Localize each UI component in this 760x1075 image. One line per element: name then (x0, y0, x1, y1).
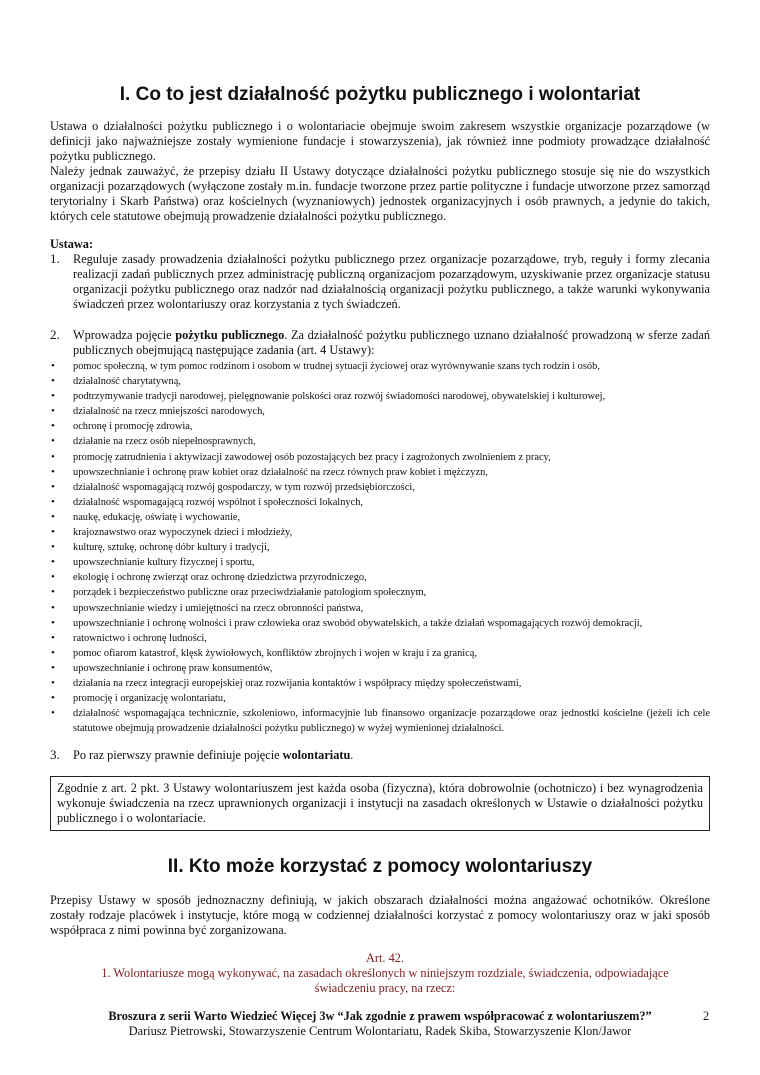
list-item: • ochronę i promocję zdrowia, (50, 419, 710, 434)
footer-authors: Dariusz Pietrowski, Stowarzyszenie Centrum Wolontariatu, Radek Skiba, Stowarzyszenie Klon/Jawor (128, 1024, 632, 1038)
list-item: • upowszechnianie wiedzy i umiejętności na rzecz obronności państwa, (50, 601, 710, 616)
list-item: • ekologię i ochronę zwierząt oraz ochronę dziedzictwa przyrodniczego, (50, 570, 710, 585)
list-item: • działanie na rzecz osób niepełnosprawnych, (50, 434, 710, 449)
section-1-title: I. Co to jest działalność pożytku publicznego i wolontariat (119, 84, 641, 105)
item-1-number: 1. (50, 251, 60, 266)
public-benefit-tasks-list (50, 359, 710, 736)
item-2-post: . Za działalność pożytku publicznego uznano działalność prowadzoną w sferze zadań publicznych obejmującą następujące zadania (art. 4 Ustawy): (73, 328, 710, 357)
list-item: • porządek i bezpieczeństwo publiczne oraz przeciwdziałanie patologiom społecznym, (50, 585, 710, 600)
list-item: • kulturę, sztukę, ochronę dóbr kultury i tradycji, (50, 540, 710, 555)
item-2-number: 2. (50, 327, 60, 342)
page-number: 2 (703, 1009, 710, 1023)
list-item: • działalność na rzecz mniejszości narodowych, (50, 404, 710, 419)
list-item: • ratownictwo i ochronę ludności, (50, 631, 710, 646)
section-2-title: II. Kto może korzystać z pomocy wolontariuszy (167, 856, 593, 877)
list-item: • naukę, edukację, oświatę i wychowanie, (50, 510, 710, 525)
list-item: • upowszechnianie i ochronę wolności i praw człowieka oraz swobód obywatelskich, a także działań wspomagających rozwój demokracji, (50, 616, 710, 631)
section-2-text: Przepisy Ustawy w sposób jednoznaczny definiują, w jakich obszarach działalności można angażować ochotników. Określone zostały rodzaje placówek i instytucje, które mogą w codziennej działalności korzystać z pomocy wolontariuszy oraz w jaki sposób współpraca z nimi powinna być zorganizowana. (50, 893, 710, 937)
list-item: • pomoc ofiarom katastrof, klęsk żywiołowych, konfliktów zbrojnych i wojen w kraju i za granicą, (50, 646, 710, 661)
item-2-term: pożytku publicznego (175, 328, 285, 342)
list-item: • upowszechnianie kultury fizycznej i sportu, (50, 555, 710, 570)
list-item: • upowszechnianie i ochronę praw konsumentów, (50, 661, 710, 676)
list-item: • działania na rzecz integracji europejskiej oraz rozwijania kontaktów i współpracy między społeczeństwami, (50, 676, 710, 691)
item-1-text: Reguluje zasady prowadzenia działalności pożytku publicznego przez organizacje pozarządowe, tryb, reguły i formy zlecania realizacji zadań publicznych przez administrację publiczną organizacjom pozarządowym, uzyskiwanie przez organizacje statusu organizacji pożytku publicznego oraz nadzór nad działalnością organizacji pożytku publicznego, a także warunki wykonywania świadczeń przez wolontariuszy oraz korzystania z tych świadczeń. (73, 252, 710, 311)
item-3-term: wolontariatu (282, 748, 351, 762)
item-2-pre: Wprowadza pojęcie (73, 328, 176, 342)
ustawa-label: Ustawa: (50, 237, 94, 251)
item-3-post: . (350, 748, 354, 762)
item-2-text (73, 328, 710, 358)
list-item: • pomoc społeczną, w tym pomoc rodzinom i osobom w trudnej sytuacji życiowej oraz wyrównywanie szans tych rodzin i osób, (50, 359, 710, 374)
volunteer-definition-box: Zgodnie z art. 2 pkt. 3 Ustawy wolontariuszem jest każda osoba (fizyczna), która dobrowolnie (ochotniczo) i bez wynagrodzenia wykonuje świadczenia na rzecz uprawnionych organizacji i instytucji na zasadach określonych w Ustawie o działalności pożytku publicznego i o wolontariacie. (50, 776, 710, 831)
intro-paragraph-1: Ustawa o działalności pożytku publicznego i o wolontariacie obejmuje swoim zakresem wszystkie organizacje pozarządowe (w definicji jako najważniejsze zostały wymienione fundacje i stowarzyszenia), jak również inne podmioty prowadzące działalność pożytku publicznego. (50, 119, 710, 163)
article-paragraph: 1. Wolontariusze mogą wykonywać, na zasadach określonych w niniejszym rozdziale, świadczenia, odpowiadające świadczeniu pracy, na rzecz: (101, 966, 669, 995)
footer-title: Broszura z serii Warto Wiedzieć Więcej 3w “Jak zgodnie z prawem współpracować z wolontariuszem?” (108, 1009, 652, 1023)
list-item: • działalność wspomagająca technicznie, szkoleniowo, informacyjnie lub finansowo organizacje pozarządowe oraz jednostki kościelne (jeżeli ich cele statutowe obejmują prowadzenie działalności pożytku publicznego) w wyżej wymienionej działalności. (50, 706, 710, 736)
item-3-pre: Po raz pierwszy prawnie definiuje pojęcie (73, 748, 283, 762)
intro-text (50, 119, 710, 224)
list-item: • działalność wspomagającą rozwój gospodarczy, w tym rozwój przedsiębiorczości, (50, 480, 710, 495)
list-item: • upowszechnianie i ochronę praw kobiet oraz działalność na rzecz równych praw kobiet i mężczyzn, (50, 465, 710, 480)
intro-paragraph-2: Należy jednak zauważyć, że przepisy działu II Ustawy dotyczące działalności pożytku publicznego stosuje się nie do wszystkich organizacji pozarządowych (wyłączone zostały m.in. fundacje tworzone przez partie polityczne i fundacje utworzone przez samorząd terytorialny i Skarb Państwa) oraz kościelnych (wyznaniowych) jednostek organizacyjnych i osób prawnych, a jedynie do takich, których cele statutowe obejmują prowadzenie działalności pożytku publicznego. (50, 164, 710, 223)
list-item: • promocję i organizację wolontariatu, (50, 691, 710, 706)
item-3-number: 3. (50, 747, 60, 762)
list-item: • promocję zatrudnienia i aktywizacji zawodowej osób pozostających bez pracy i zagrożonych zwolnieniem z pracy, (50, 450, 710, 465)
list-item: • podtrzymywanie tradycji narodowej, pielęgnowanie polskości oraz rozwój świadomości narodowej, obywatelskiej i kulturowej, (50, 389, 710, 404)
list-item: • działalność wspomagającą rozwój wspólnot i społeczności lokalnych, (50, 495, 710, 510)
article-number: Art. 42. (366, 951, 404, 965)
list-item: • krajoznawstwo oraz wypoczynek dzieci i młodzieży, (50, 525, 710, 540)
list-item: • działalność charytatywną, (50, 374, 710, 389)
item-3-text (73, 748, 710, 763)
